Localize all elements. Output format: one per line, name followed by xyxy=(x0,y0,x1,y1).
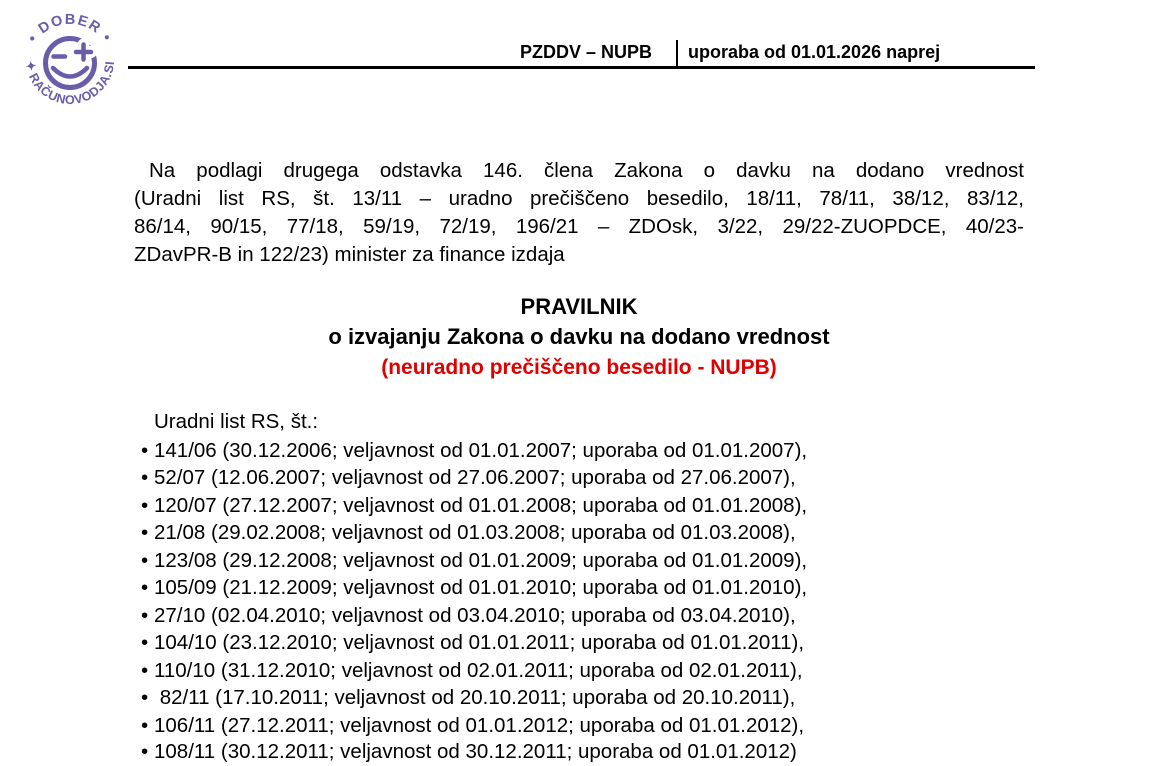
dober-racunovodja-logo xyxy=(15,5,125,117)
gazette-item-text: 141/06 (30.12.2006; veljavnost od 01.01.2007; uporaba od 01.01.2007), xyxy=(154,438,808,462)
gazette-item-text: 52/07 (12.06.2007; veljavnost od 27.06.2007; uporaba od 27.06.2007), xyxy=(154,466,796,489)
gazette-item-text: 105/09 (21.12.2009; veljavnost od 01.01.2010; uporaba od 01.01.2010), xyxy=(154,576,808,599)
intro-line-3: 86/14, 90/15, 77/18, 59/19, 72/19, 196/21 – ZDOsk, 3/22, 29/22-ZUOPDCE, 40/23- xyxy=(134,215,1024,238)
gazette-item xyxy=(134,629,1034,657)
document-subtitle: o izvajanju Zakona o davku na dodano vrednost xyxy=(328,324,830,349)
bullet-icon: • xyxy=(141,658,149,682)
gazette-item xyxy=(134,602,1034,630)
header-validity-note: uporaba od 01.01.2026 naprej xyxy=(688,42,941,62)
bullet-icon: • xyxy=(141,466,149,489)
gazette-item xyxy=(134,712,1034,740)
winking-smiley-icon xyxy=(46,39,95,88)
document-title: PRAVILNIK xyxy=(520,294,638,319)
bullet-icon: • xyxy=(141,713,149,737)
gazette-item xyxy=(134,437,1034,465)
smiley-stamp-icon xyxy=(15,5,125,117)
header-separator xyxy=(676,40,678,67)
intro-line-4: ZDavPR-B in 122/23) minister za finance izdaja xyxy=(134,243,565,266)
svg-text:✦ RAČUNOVODJA.SI xyxy=(23,60,117,107)
gazette-item xyxy=(134,464,1034,492)
gazette-item-text: 123/08 (29.12.2008; veljavnost od 01.01.2009; uporaba od 01.01.2009), xyxy=(154,548,808,572)
intro-line-2: (Uradni list RS, št. 13/11 – uradno prečiščeno besedilo, 18/11, 78/11, 38/12, 83/12, xyxy=(134,187,1024,210)
bullet-icon: • xyxy=(141,548,149,572)
bullet-icon: • xyxy=(141,493,149,517)
header-rule xyxy=(128,66,1035,69)
gazette-item xyxy=(134,574,1034,602)
document-subtitle-nupb: (neuradno prečiščeno besedilo - NUPB) xyxy=(381,356,777,379)
gazette-item-text: 120/07 (27.12.2007; veljavnost od 01.01.2008; uporaba od 01.01.2008), xyxy=(154,493,808,517)
bullet-icon: • xyxy=(141,603,149,627)
gazette-heading: Uradni list RS, št.: xyxy=(154,410,319,433)
header-doc-code: PZDDV – NUPB xyxy=(520,42,653,62)
gazette-item-text: 104/10 (23.12.2010; veljavnost od 01.01.2011; uporaba od 01.01.2011), xyxy=(154,631,805,654)
gazette-item xyxy=(134,547,1034,575)
logo-top-text: • DOBER • xyxy=(24,11,116,46)
logo-bottom-text: ✦ RAČUNOVODJA.SI xyxy=(22,59,118,108)
gazette-item-text: 106/11 (27.12.2011; veljavnost od 01.01.2012; uporaba od 01.01.2012), xyxy=(154,713,805,737)
gazette-item-text: 110/10 (31.12.2010; veljavnost od 02.01.2011; uporaba od 02.01.2011), xyxy=(154,658,803,682)
gazette-item-text: 27/10 (02.04.2010; veljavnost od 03.04.2010; uporaba od 03.04.2010), xyxy=(154,603,796,627)
bullet-icon: • xyxy=(141,438,149,462)
intro-line-1: Na podlagi drugega odstavka 146. člena Zakona o davku na dodano vrednost xyxy=(149,159,1024,182)
bullet-icon: • xyxy=(141,686,149,709)
gazette-item-text: 21/08 (29.02.2008; veljavnost od 01.03.2008; uporaba od 01.03.2008), xyxy=(154,521,796,544)
gazette-item xyxy=(134,657,1034,685)
gazette-item-text: 82/11 (17.10.2011; veljavnost od 20.10.2011; uporaba od 20.10.2011), xyxy=(154,686,796,709)
bullet-icon: • xyxy=(141,631,149,654)
bullet-icon: • xyxy=(141,576,149,599)
gazette-item xyxy=(134,519,1034,547)
bullet-icon: • xyxy=(141,521,149,544)
gazette-item xyxy=(134,684,1034,712)
bullet-icon: • xyxy=(141,740,149,763)
gazette-item xyxy=(134,492,1034,520)
gazette-item-text: 108/11 (30.12.2011; veljavnost od 30.12.2011; uporaba od 01.01.2012) xyxy=(154,740,797,763)
gazette-item xyxy=(134,738,1034,766)
